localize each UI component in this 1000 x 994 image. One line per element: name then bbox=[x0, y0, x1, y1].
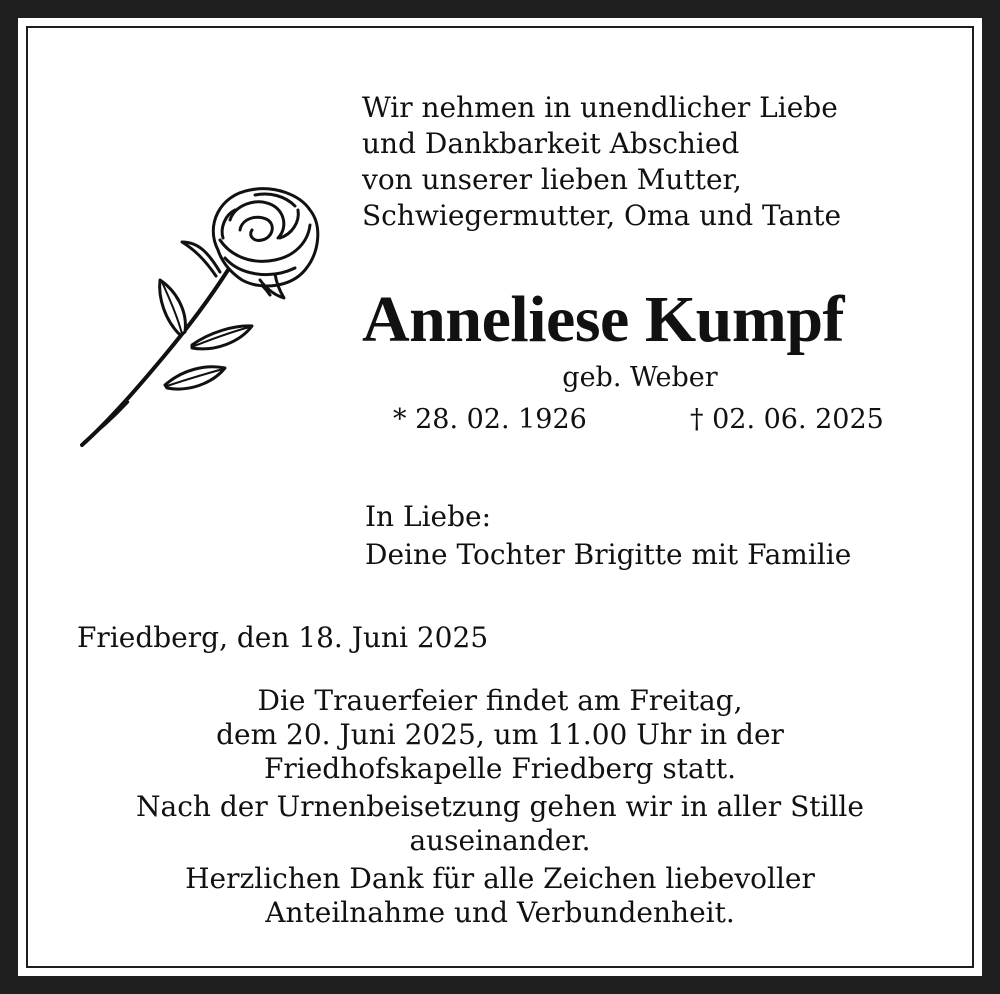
deceased-name: Anneliese Kumpf bbox=[362, 283, 845, 356]
burial-info bbox=[60, 790, 940, 858]
death-date: † 02. 06. 2025 bbox=[690, 404, 884, 435]
thanks-line: Herzlichen Dank für alle Zeichen liebevoller bbox=[185, 862, 815, 895]
ceremony-line: Die Trauerfeier findet am Freitag, bbox=[257, 684, 743, 717]
intro-line: und Dankbarkeit Abschied bbox=[362, 127, 740, 160]
burial-line: Nach der Urnenbeisetzung gehen wir in aller Stille bbox=[136, 790, 864, 823]
mourners-family: Deine Tochter Brigitte mit Familie bbox=[365, 538, 852, 571]
intro-line: Wir nehmen in unendlicher Liebe bbox=[362, 91, 838, 124]
ceremony-line: Friedhofskapelle Friedberg statt. bbox=[263, 752, 737, 785]
rose-icon bbox=[70, 180, 340, 460]
intro-line: von unserer lieben Mutter, bbox=[362, 163, 742, 196]
ceremony-line: dem 20. Juni 2025, um 11.00 Uhr in der bbox=[216, 718, 784, 751]
thanks-info bbox=[60, 862, 940, 930]
mourners-block bbox=[365, 498, 851, 574]
burial-line: auseinander. bbox=[409, 824, 591, 857]
mourners-heading: In Liebe: bbox=[365, 500, 492, 533]
thanks-line: Anteilnahme und Verbundenheit. bbox=[265, 896, 735, 929]
birth-name: geb. Weber bbox=[562, 362, 718, 393]
ceremony-info bbox=[60, 684, 940, 786]
intro-text bbox=[362, 90, 841, 234]
place-and-date: Friedberg, den 18. Juni 2025 bbox=[77, 621, 489, 654]
birth-date: * 28. 02. 1926 bbox=[393, 404, 587, 435]
intro-line: Schwiegermutter, Oma und Tante bbox=[362, 199, 842, 232]
funeral-details bbox=[60, 684, 940, 934]
